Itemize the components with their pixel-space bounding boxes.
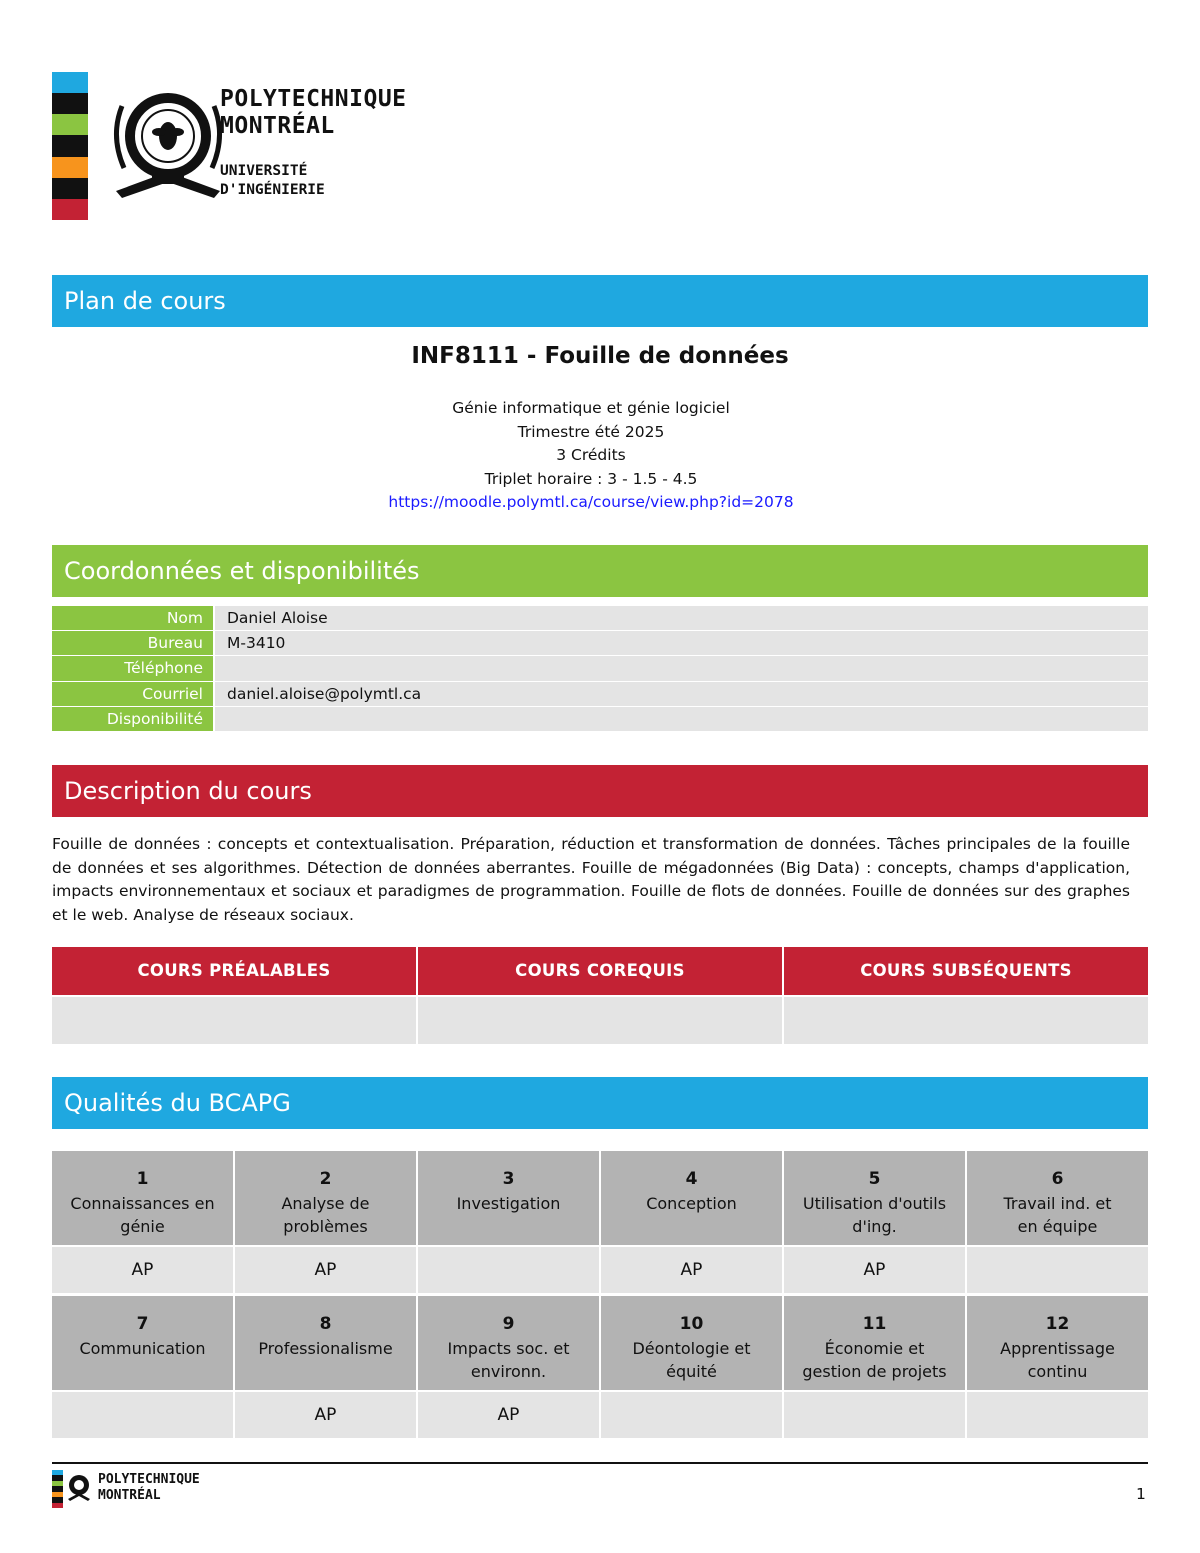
- contact-row-telephone: [52, 656, 1148, 681]
- subsequent-value: [784, 997, 1148, 1044]
- footer-brand: [98, 1472, 200, 1504]
- contact-label: Nom: [52, 606, 213, 631]
- logo-color-stripes: [52, 72, 88, 220]
- coreq-header: COURS COREQUIS: [418, 947, 782, 995]
- section-bcapg: Qualités du BCAPG: [52, 1077, 1148, 1129]
- contact-label: Téléphone: [52, 656, 213, 681]
- section-plan-de-cours: Plan de cours: [52, 275, 1148, 327]
- page-number: 1: [1136, 1485, 1146, 1503]
- course-meta: [0, 397, 1182, 515]
- bcapg-value: AP: [784, 1247, 965, 1293]
- contact-label: Courriel: [52, 682, 213, 707]
- contact-label: Bureau: [52, 631, 213, 656]
- section-coordonnees: Coordonnées et disponibilités: [52, 545, 1148, 597]
- bcapg-value: AP: [52, 1247, 233, 1293]
- bcapg-value: AP: [235, 1392, 416, 1438]
- bcapg-value-row: [52, 1390, 1148, 1441]
- program: Génie informatique et génie logiciel: [452, 399, 730, 417]
- bcapg-quality-cell: 9 Impacts soc. et environn.: [418, 1296, 599, 1390]
- credits: 3 Crédits: [556, 446, 626, 464]
- bcapg-value: [418, 1247, 599, 1293]
- bcapg-value: [967, 1247, 1148, 1293]
- course-title: INF8111 - Fouille de données: [411, 343, 789, 369]
- brand-line-4: D'INGÉNIERIE: [220, 182, 325, 198]
- course-description: Fouille de données : concepts et contextualisation. Préparation, réduction et transformation de données. Tâches principales de la fouille de données et ses algorithmes. Détection de données aberrantes. Fouille de mégadonnées (Big Data) : concepts, champs d'application, impacts environnementaux et sociaux et paradigmes de programmation. Fouille de flots de données. Fouille de données sur des graphes et le web. Analyse de réseaux sociaux.: [52, 835, 1130, 924]
- bcapg-value: AP: [235, 1247, 416, 1293]
- bcapg-header-row: [52, 1151, 1148, 1245]
- bcapg-quality-cell: 8 Professionalisme: [235, 1296, 416, 1390]
- footer-brand-line-1: POLYTECHNIQUE: [98, 1472, 200, 1487]
- triplet: Triplet horaire : 3 - 1.5 - 4.5: [484, 469, 698, 488]
- coreq-value: [418, 997, 782, 1044]
- section-description: Description du cours: [52, 765, 1148, 817]
- bcapg-value: [967, 1392, 1148, 1438]
- bcapg-header-row: [52, 1296, 1148, 1390]
- bcapg-value-row: [52, 1245, 1148, 1296]
- bcapg-quality-cell: 4 Conception: [601, 1151, 782, 1245]
- contact-value: Daniel Aloise: [215, 606, 1148, 631]
- contact-value: [215, 656, 1148, 681]
- brand-line-1: POLYTECHNIQUE: [220, 86, 407, 112]
- contact-label: Disponibilité: [52, 707, 213, 732]
- prereq-header: COURS PRÉALABLES: [52, 947, 416, 995]
- bcapg-quality-cell: 11 Économie et gestion de projets: [784, 1296, 965, 1390]
- bcapg-quality-cell: 3 Investigation: [418, 1151, 599, 1245]
- contact-value: [215, 707, 1148, 732]
- bcapg-quality-cell: 10 Déontologie et équité: [601, 1296, 782, 1390]
- subsequent-header: COURS SUBSÉQUENTS: [784, 947, 1148, 995]
- bcapg-grid: [52, 1151, 1148, 1441]
- contact-row-bureau: [52, 631, 1148, 656]
- footer-logo: [52, 1470, 252, 1510]
- bcapg-quality-cell: 1 Connaissances en génie: [52, 1151, 233, 1245]
- bcapg-quality-cell: 5 Utilisation d'outils d'ing.: [784, 1151, 965, 1245]
- bcapg-value: [601, 1392, 782, 1438]
- contact-row-disponibilite: [52, 707, 1148, 732]
- contact-value: M-3410: [215, 631, 1148, 656]
- prerequisites-table: [52, 947, 1148, 1044]
- bcapg-quality-cell: 7 Communication: [52, 1296, 233, 1390]
- contact-table: [52, 606, 1148, 732]
- brand-line-2: MONTRÉAL: [220, 113, 335, 139]
- footer-color-stripes: [52, 1470, 63, 1508]
- moodle-link[interactable]: https://moodle.polymtl.ca/course/view.php?id=2078: [388, 493, 794, 511]
- prereq-value: [52, 997, 416, 1044]
- bcapg-value: [52, 1392, 233, 1438]
- brand-text: [220, 86, 407, 200]
- footer-divider: [52, 1462, 1148, 1464]
- footer-seal-icon: [65, 1472, 95, 1502]
- bcapg-value: [784, 1392, 965, 1438]
- contact-value: daniel.aloise@polymtl.ca: [215, 682, 1148, 707]
- brand-line-3: UNIVERSITÉ: [220, 163, 308, 179]
- polytechnique-logo: [52, 72, 452, 222]
- bcapg-quality-cell: 6 Travail ind. et en équipe: [967, 1151, 1148, 1245]
- bcapg-value: AP: [601, 1247, 782, 1293]
- bcapg-value: AP: [418, 1392, 599, 1438]
- bcapg-quality-cell: 2 Analyse de problèmes: [235, 1151, 416, 1245]
- term: Trimestre été 2025: [517, 422, 665, 441]
- footer-brand-line-2: MONTRÉAL: [98, 1488, 161, 1503]
- contact-row-nom: [52, 606, 1148, 631]
- contact-row-courriel: [52, 682, 1148, 707]
- bcapg-quality-cell: 12 Apprentissage continu: [967, 1296, 1148, 1390]
